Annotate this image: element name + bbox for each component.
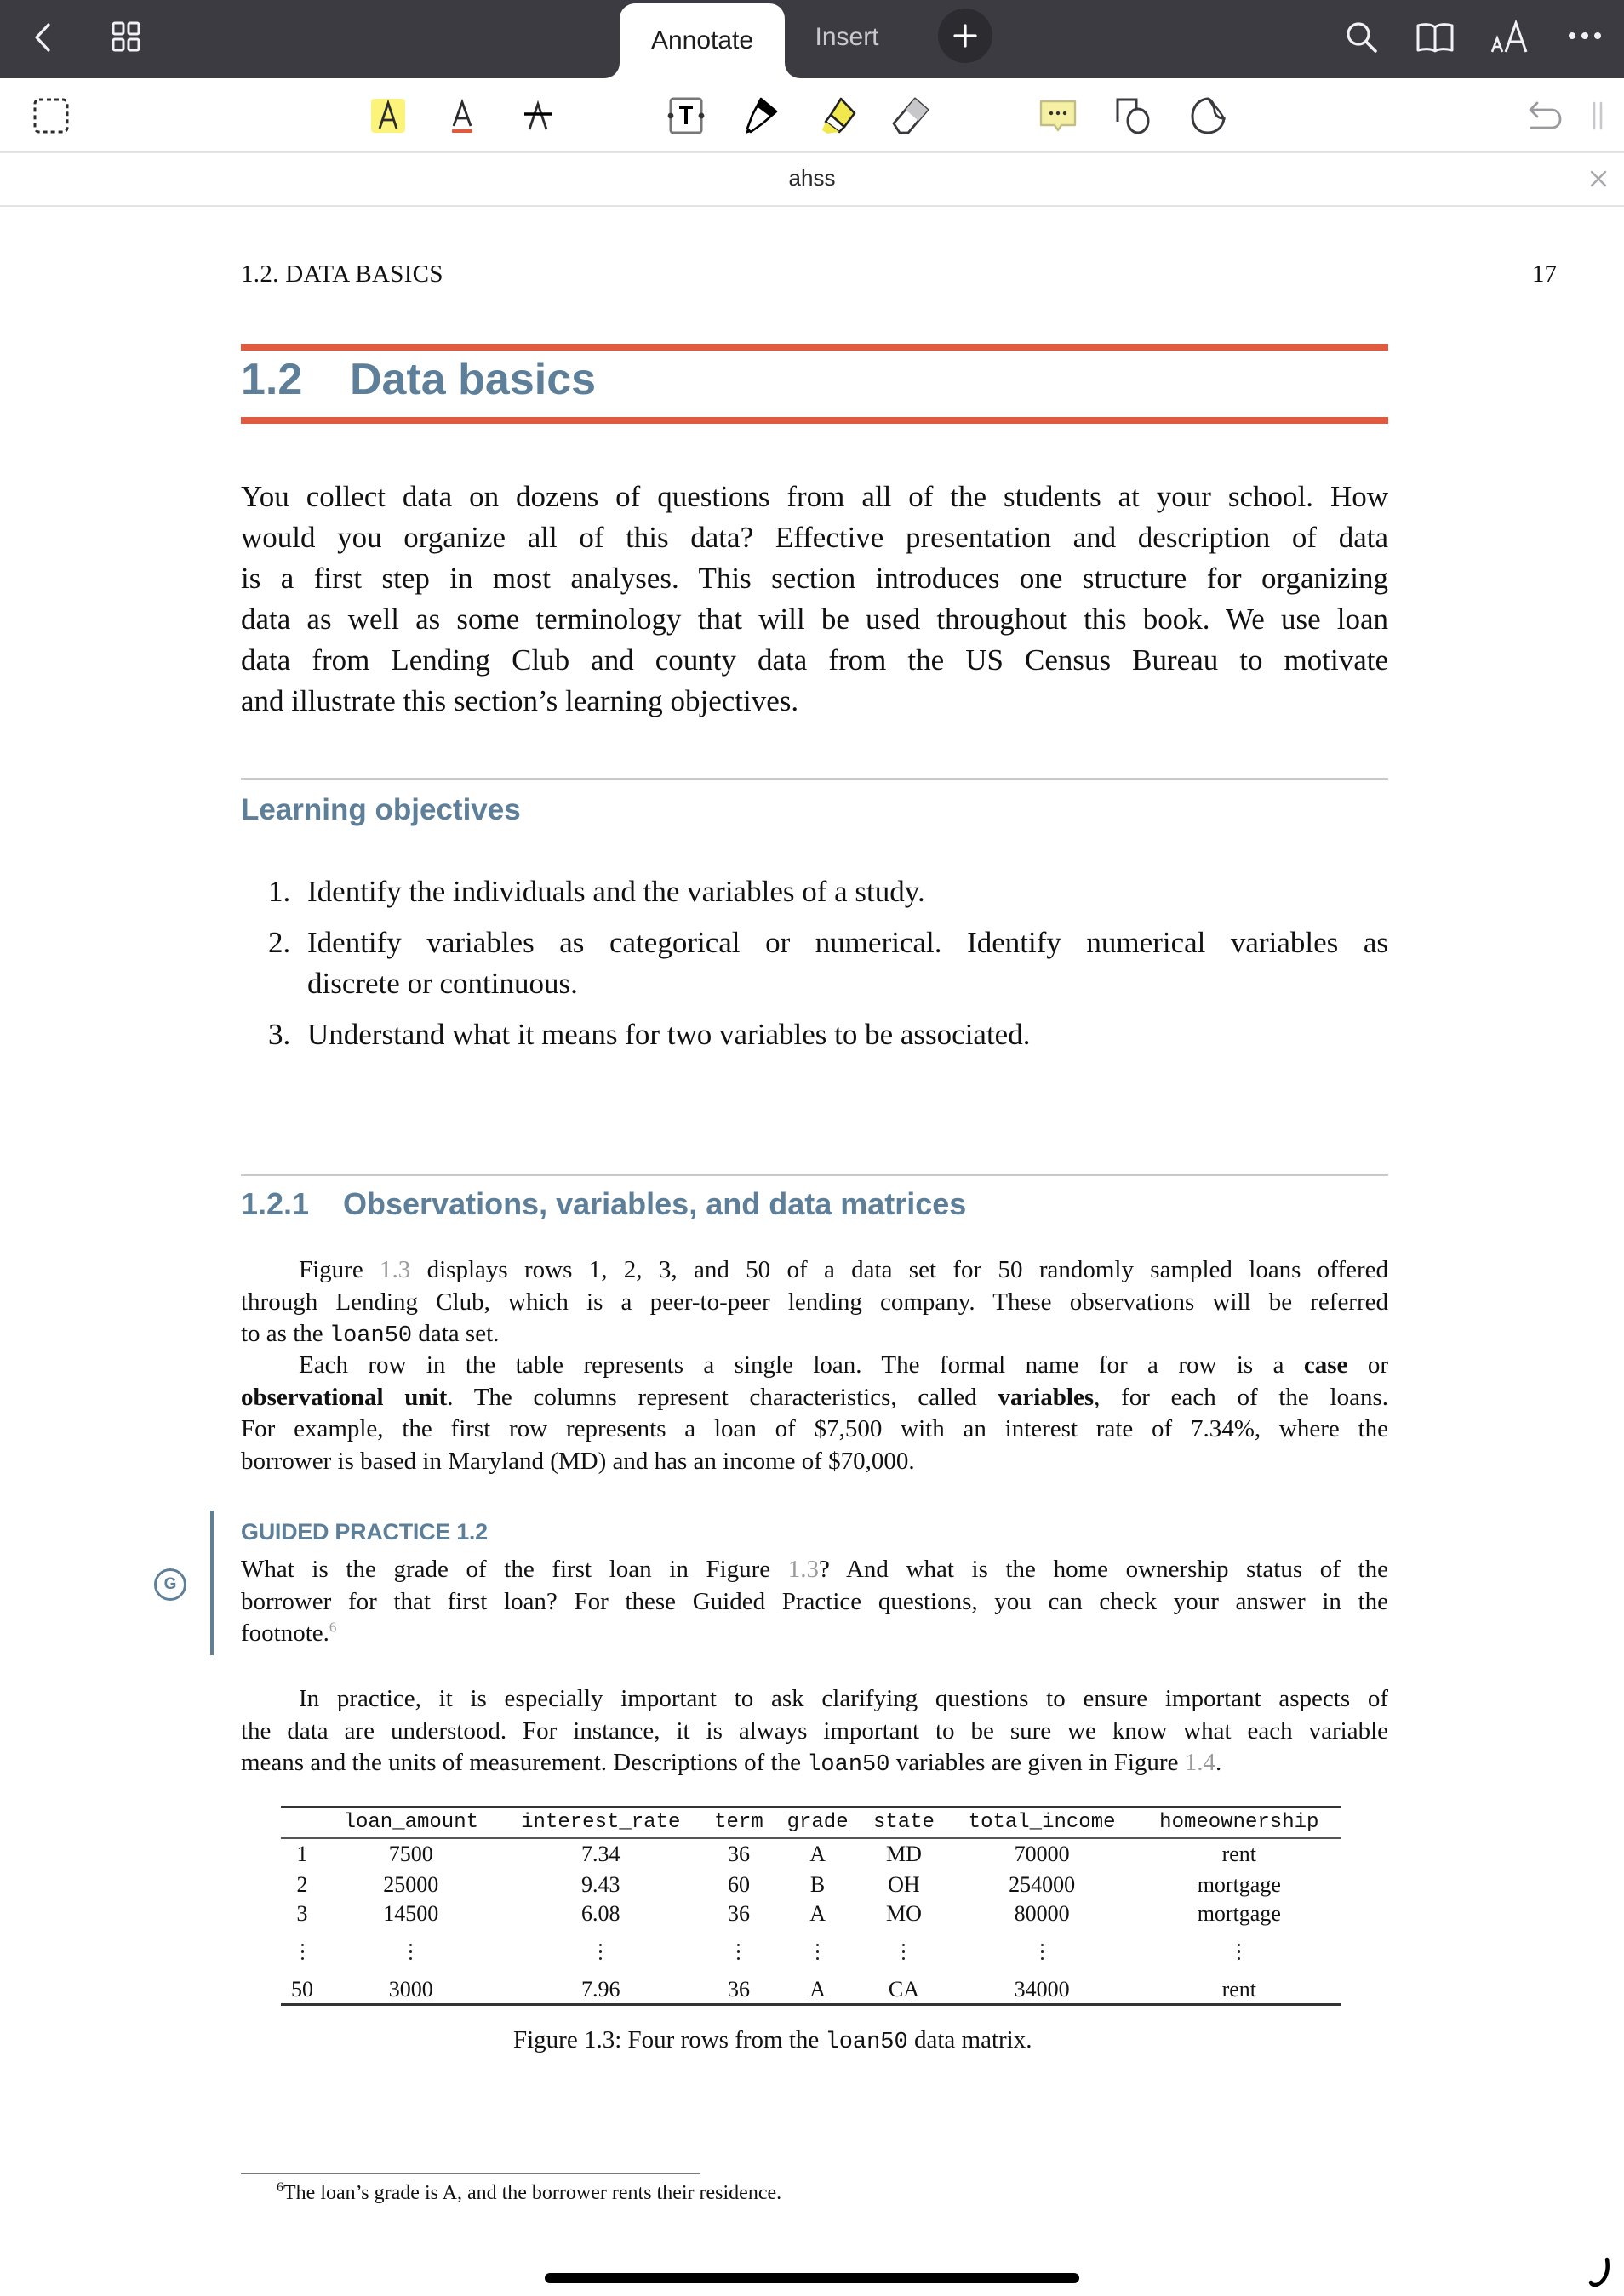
table-ellipsis-row (281, 1928, 1341, 1976)
subsection-divider (241, 1174, 1388, 1176)
text-run: data matrix. (907, 2026, 1032, 2053)
table-cell: rent (1221, 1842, 1256, 1866)
vertical-ellipsis (1137, 1928, 1341, 1976)
paragraph-figure-intro (241, 1254, 1388, 1353)
table-cell: 254000 (1009, 1871, 1076, 1897)
table-cell: 34000 (1014, 1976, 1070, 2002)
table-cell: 14500 (383, 1900, 439, 1926)
text-run: Figure 1.3: Four rows from the (513, 2026, 826, 2053)
text-run: Each row in the table represents a single loan. The formal name for a row is a (299, 1351, 1304, 1379)
table-row (281, 1899, 1341, 1928)
table-cell: 50 (291, 1976, 313, 2002)
note-comment-icon (1038, 96, 1078, 135)
tab-insert[interactable] (800, 3, 894, 71)
close-icon (1589, 169, 1608, 188)
highlight-text-tool[interactable] (366, 94, 410, 138)
vertical-ellipsis (947, 1928, 1137, 1976)
intro-paragraph (241, 477, 1388, 722)
paragraph-case-definition (241, 1350, 1388, 1477)
text-run: Figure (299, 1256, 380, 1283)
undo-icon (1528, 100, 1564, 132)
term-observational-unit: observational unit (241, 1383, 448, 1411)
book-icon (1415, 22, 1455, 53)
text-run: . The columns represent characteristics, called (447, 1383, 998, 1411)
footnote-text: The loan’s grade is A, and the borrower rents their residence. (283, 2182, 782, 2204)
column-header: loan_amount (343, 1811, 479, 1835)
table-cell: 2 (296, 1871, 308, 1897)
table-cell: 36 (727, 1976, 750, 2002)
table-cell: CA (888, 1976, 919, 2002)
column-header: total_income (968, 1811, 1116, 1835)
undo-button[interactable] (1524, 94, 1568, 138)
text-line: data from Lending Club and county data from the US Census Bureau to motivate (241, 643, 1388, 677)
highlighter-icon (819, 96, 858, 135)
dataset-name: loan50 (807, 1752, 890, 1778)
learning-objectives-heading: Learning objectives (241, 793, 521, 826)
figure-reference-link[interactable]: 1.4 (1184, 1749, 1215, 1776)
column-header: interest_rate (521, 1811, 681, 1835)
eraser-tool[interactable] (889, 94, 933, 138)
loan50-data-table (281, 1806, 1341, 2006)
table-cell: MD (885, 1842, 922, 1866)
section-number: 1.2 (241, 355, 303, 404)
toolbar-drag-handle[interactable] (1585, 94, 1610, 138)
page-number: 17 (1532, 260, 1557, 288)
text-run: or (1347, 1351, 1388, 1379)
dashed-rectangle-icon (33, 98, 69, 134)
text-run: means and the units of measurement. Descriptions of the (241, 1749, 808, 1776)
eraser-icon (891, 96, 930, 135)
column-header: state (872, 1811, 935, 1835)
objectives-divider (241, 778, 1388, 780)
shapes-tool[interactable] (1112, 94, 1156, 138)
tab-annotate[interactable] (620, 3, 785, 78)
table-cell: 3 (296, 1900, 308, 1926)
paragraph-clarifying-questions (241, 1683, 1388, 1782)
text-line (241, 1318, 1388, 1353)
text-run: . (1215, 1749, 1222, 1776)
objective-number: 2. (268, 926, 291, 959)
table-row (281, 1870, 1341, 1899)
column-header: homeownership (1159, 1811, 1319, 1835)
term-variables: variables (998, 1383, 1095, 1411)
text-run: displays rows 1, 2, 3, and 50 of a data set for 50 randomly sampled loans offered (410, 1256, 1388, 1283)
column-header (281, 1808, 323, 1838)
document-title: ahss (788, 165, 836, 191)
pen-icon (742, 96, 781, 135)
table-cell: 6.08 (581, 1900, 620, 1926)
objective-text: Understand what it means for two variables to be associated. (307, 1018, 1031, 1051)
add-tab-button[interactable] (938, 9, 992, 63)
section-title: Data basics (350, 355, 597, 404)
underline-text-tool[interactable] (440, 94, 484, 138)
tab-annotate-label: Annotate (650, 26, 754, 54)
tab-insert-label: Insert (815, 23, 879, 51)
text-line: In practice, it is especially important to ask clarifying questions to ensure important aspects of (299, 1685, 1388, 1712)
table-cell: 1 (296, 1842, 308, 1866)
dataset-name: loan50 (329, 1323, 413, 1349)
objective-text: Identify variables as categorical or numerical. Identify numerical variables as (307, 926, 1388, 959)
lasso-select-tool[interactable] (29, 94, 73, 138)
objective-item (241, 1014, 1388, 1055)
text-line: and illustrate this section’s learning objectives. (241, 684, 799, 717)
figure-caption (513, 2026, 1032, 2055)
text-line: is a first step in most analyses. This section introduces one structure for organizing (241, 562, 1388, 595)
table-row (281, 1976, 1341, 2005)
vertical-ellipsis (775, 1928, 861, 1976)
text-line: the data are understood. For instance, it is always important to be sure we know what each variable (241, 1716, 1388, 1745)
section-rule-top (241, 344, 1388, 351)
plus-icon (952, 23, 978, 49)
vertical-ellipsis (281, 1928, 323, 1976)
objective-text: discrete or continuous. (307, 967, 578, 1000)
text-box-icon (666, 96, 706, 135)
text-line: through Lending Club, which is a peer-to-peer lending company. These observations will be referred (241, 1288, 1388, 1316)
document-title-bar (0, 153, 1624, 207)
text-run: footnote. (241, 1619, 329, 1647)
bookmarks-button[interactable] (1415, 19, 1455, 56)
grid-icon (111, 20, 141, 53)
highlight-text-icon (369, 97, 407, 134)
table-cell: 70000 (1014, 1842, 1070, 1866)
text-line (241, 1382, 1388, 1414)
objective-number: 3. (268, 1018, 291, 1051)
text-run: data set. (412, 1320, 500, 1347)
dataset-name: loan50 (825, 2030, 908, 2055)
table-cell: 36 (727, 1842, 750, 1866)
pencil-scribble-icon (1587, 2257, 1612, 2287)
search-icon (1345, 20, 1379, 54)
section-rule-bottom (241, 417, 1388, 424)
objective-item (241, 871, 1388, 912)
figure-reference-link[interactable]: 1.3 (380, 1256, 411, 1283)
chevron-left-icon (33, 22, 52, 53)
table-cell: 36 (727, 1900, 750, 1926)
table-cell: 80000 (1014, 1900, 1070, 1926)
close-document-button[interactable] (1585, 165, 1612, 192)
text-line: data as well as some terminology that will be used throughout this book. We use loan (241, 603, 1388, 636)
table-cell: 7.34 (581, 1842, 620, 1866)
more-icon (1568, 31, 1602, 41)
text-run: , for each of the loans. (1094, 1383, 1388, 1411)
text-line: You collect data on dozens of questions from all of the students at your school. How (241, 480, 1388, 513)
text-run: What is the grade of the first loan in Figure (241, 1556, 788, 1583)
figure-reference-link[interactable]: 1.3 (787, 1556, 820, 1583)
text-line (241, 1554, 1388, 1586)
guided-practice-bar (210, 1511, 214, 1655)
objective-item (241, 922, 1388, 1004)
strikethrough-text-icon (519, 97, 557, 134)
table-cell: A (809, 1900, 826, 1926)
highlighter-tool[interactable] (816, 94, 861, 138)
underline-text-icon (443, 97, 481, 134)
text-run: to as the (241, 1320, 329, 1347)
text-line: borrower is based in Maryland (MD) and has an income of $70,000. (241, 1447, 915, 1475)
guided-practice-question (241, 1554, 1388, 1650)
table-cell: 7.96 (581, 1976, 620, 2002)
table-header-row (281, 1808, 1341, 1838)
apple-pencil-indicator[interactable] (1587, 2257, 1612, 2287)
running-header: 1.2. DATA BASICS (241, 260, 443, 288)
footnote (277, 2182, 781, 2205)
table-cell: 25000 (383, 1871, 439, 1897)
text-line: For example, the first row represents a loan of $7,500 with an interest rate of 7.34%, where the (241, 1415, 1388, 1442)
vertical-ellipsis (703, 1928, 775, 1976)
text-line (241, 1618, 1388, 1650)
strikethrough-text-tool[interactable] (516, 94, 560, 138)
thumbnails-button[interactable] (109, 19, 143, 54)
table-cell: rent (1221, 1976, 1256, 2002)
column-header: term (714, 1811, 763, 1835)
more-options-button[interactable] (1566, 26, 1604, 46)
text-line (241, 1350, 1388, 1382)
column-header: grade (786, 1811, 849, 1835)
term-case: case (1303, 1351, 1348, 1379)
table-cell: mortgage (1197, 1871, 1281, 1897)
objective-text: Identify the individuals and the variables of a study. (307, 875, 925, 908)
top-nav-bar (0, 0, 1624, 78)
guided-practice-heading: GUIDED PRACTICE 1.2 (241, 1519, 488, 1545)
subsection-heading (241, 1186, 966, 1222)
text-line (241, 1747, 1388, 1782)
table-cell: mortgage (1197, 1900, 1281, 1926)
search-button[interactable] (1343, 19, 1381, 56)
table-cell: 7500 (388, 1842, 433, 1866)
text-run: ? And what is the home ownership status of the (819, 1556, 1388, 1583)
sticker-tool[interactable] (1187, 94, 1231, 138)
section-heading (241, 354, 596, 405)
text-box-tool[interactable] (664, 94, 708, 138)
text-line (241, 1254, 1388, 1287)
footnote-number: 6 (277, 2180, 283, 2195)
text-size-button[interactable] (1490, 17, 1532, 56)
table-row (281, 1838, 1341, 1870)
note-tool[interactable] (1036, 94, 1080, 138)
table-cell: OH (888, 1871, 920, 1897)
vertical-ellipsis (499, 1928, 703, 1976)
table-cell: 9.43 (581, 1871, 620, 1897)
pen-tool[interactable] (740, 94, 784, 138)
text-line: borrower for that first loan? For these Guided Practice questions, you can check your answer in the (241, 1587, 1388, 1615)
table-cell: A (809, 1976, 826, 2002)
footnote-divider (241, 2173, 700, 2174)
table-cell: MO (885, 1900, 922, 1926)
learning-objectives-list (241, 871, 1388, 1065)
vertical-ellipsis (323, 1928, 499, 1976)
text-run: variables are given in Figure (889, 1749, 1185, 1776)
table-cell: A (809, 1842, 826, 1866)
home-indicator[interactable] (545, 2273, 1079, 2283)
table-cell: 60 (727, 1871, 750, 1897)
sticker-icon (1189, 96, 1228, 135)
footnote-marker-link[interactable]: 6 (329, 1619, 337, 1636)
table-cell: B (809, 1871, 826, 1897)
text-line: would you organize all of this data? Effective presentation and description of data (241, 521, 1388, 554)
subsection-number: 1.2.1 (241, 1186, 310, 1221)
vertical-ellipsis (861, 1928, 946, 1976)
table-cell: 3000 (388, 1976, 433, 2002)
back-button[interactable] (26, 19, 60, 56)
shapes-icon (1114, 96, 1153, 135)
objective-number: 1. (268, 875, 291, 908)
drag-handle-icon (1592, 101, 1604, 130)
subsection-title: Observations, variables, and data matrices (343, 1186, 967, 1221)
annotation-toolbar (0, 78, 1624, 153)
guided-practice-icon[interactable]: G (154, 1568, 186, 1601)
text-size-icon (1490, 20, 1531, 54)
